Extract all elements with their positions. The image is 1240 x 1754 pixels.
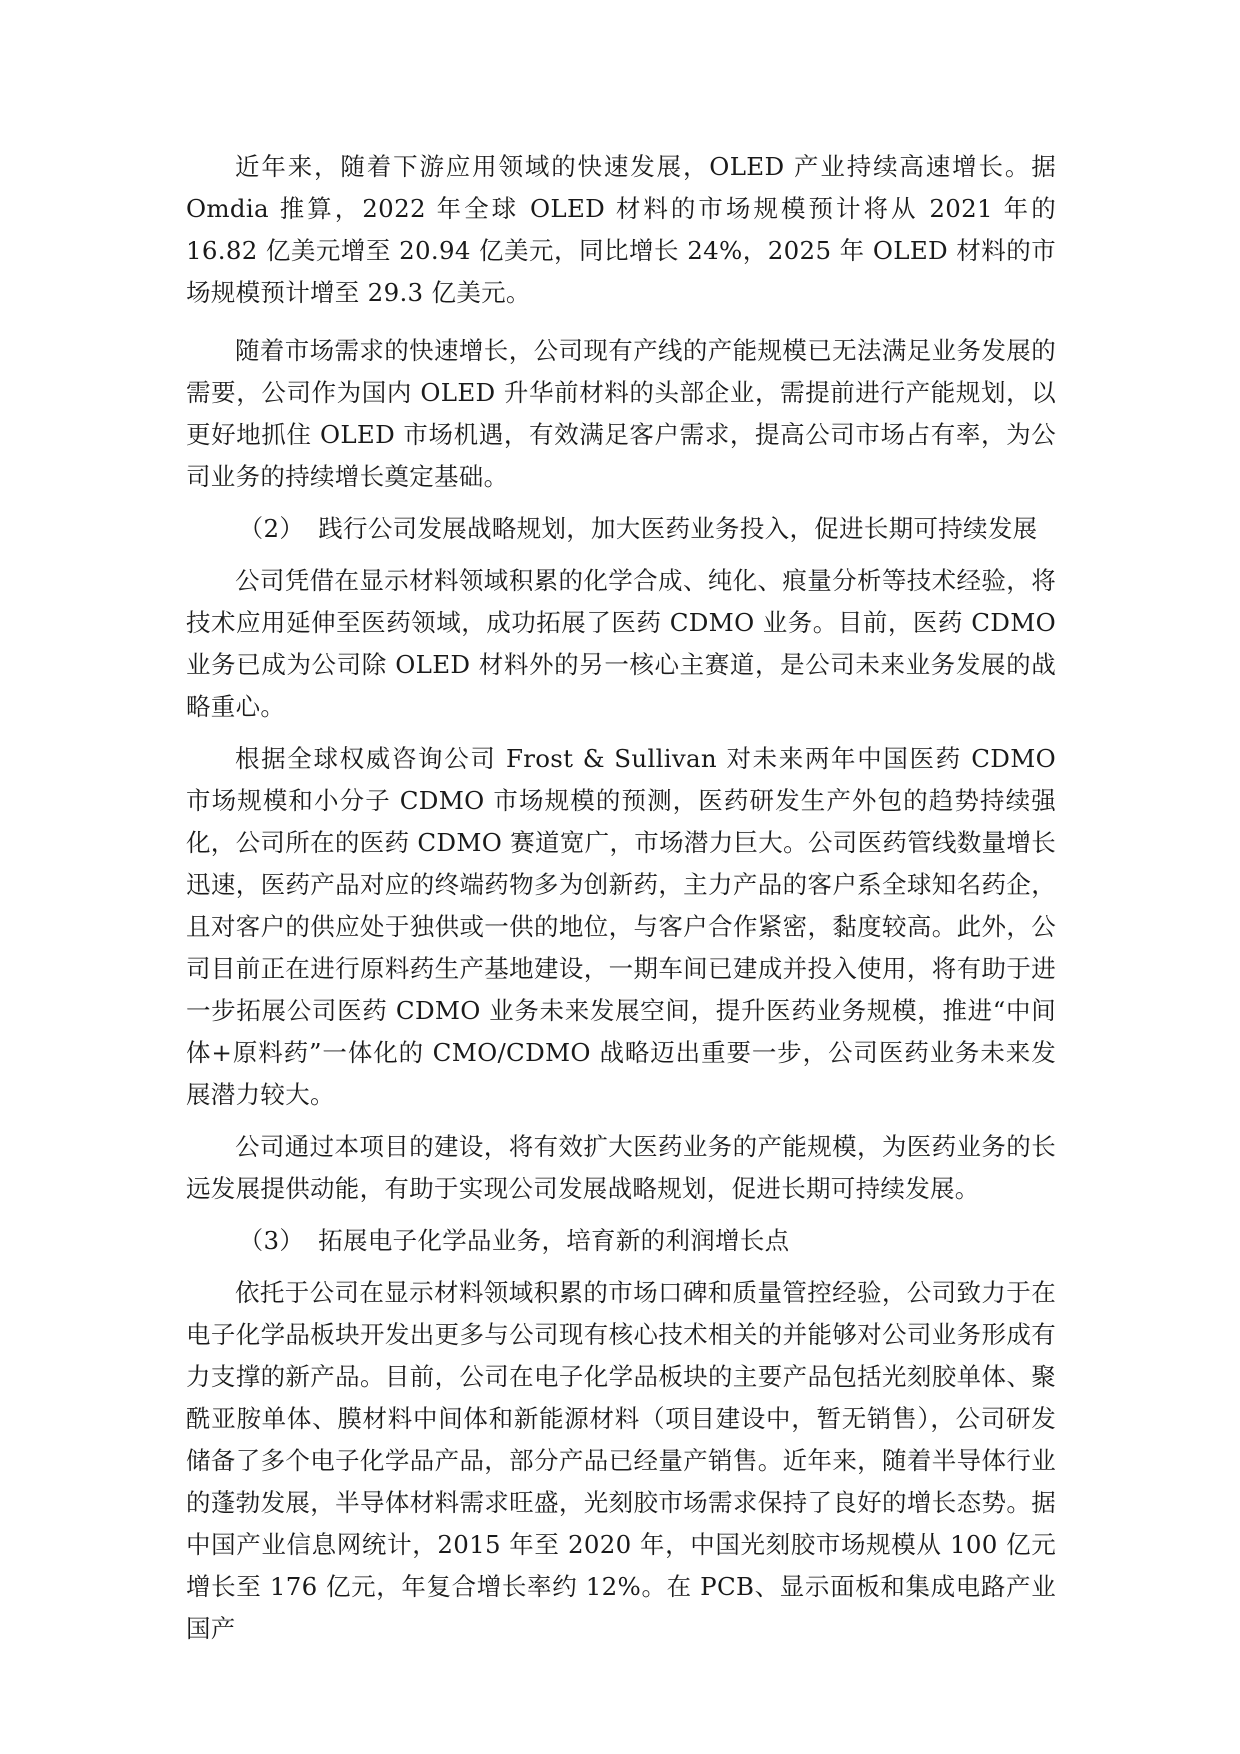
paragraph-electronic-chemicals: 依托于公司在显示材料领域积累的市场口碑和质量管控经验，公司致力于在电子化学品板块开发出更多与公司现有核心技术相关的并能够对公司业务形成有力支撑的新产品。目前，公司在电子化学品板块的主要产品包括光刻胶单体、聚酰亚胺单体、膜材料中间体和新能源材料（项目建设中，暂无销售），公司研发储备了多个电子化学品产品，部分产品已经量产销售。近年来，随着半导体行业的蓬勃发展，半导体材料需求旺盛，光刻胶市场需求保持了良好的增长态势。据中国产业信息网统计，2015 年至 2020 年，中国光刻胶市场规模从 100 亿元增长至 176 亿元，年复合增长率约 12%。在 PCB、显示面板和集成电路产业国产 (186, 1278, 1056, 1643)
section-heading-2: （2） 践行公司发展战略规划，加大医药业务投入，促进长期可持续发展 (238, 514, 1038, 543)
paragraph-oled-market: 近年来，随着下游应用领域的快速发展，OLED 产业持续高速增长。据 Omdia 推算，2022 年全球 OLED 材料的市场规模预计将从 2021 年的 16.82 亿美元增至 20.94 亿美元，同比增长 24%，2025 年 OLED 材料的市场规模预计增至 29.3 亿美元。 (186, 152, 1056, 307)
paragraph-cdmo-market: 根据全球权威咨询公司 Frost & Sullivan 对未来两年中国医药 CDMO 市场规模和小分子 CDMO 市场规模的预测，医药研发生产外包的趋势持续强化，公司所在的医药 CDMO 赛道宽广，市场潜力巨大。公司医药管线数量增长迅速，医药产品对应的终端药物多为创新药，主力产品的客户系全球知名药企，且对客户的供应处于独供或一供的地位，与客户合作紧密，黏度较高。此外，公司目前正在进行原料药生产基地建设，一期车间已建成并投入使用，将有助于进一步拓展公司医药 CDMO 业务未来发展空间，提升医药业务规模，推进“中间体+原料药”一体化的 CMO/CDMO 战略迈出重要一步，公司医药业务未来发展潜力较大。 (186, 744, 1056, 1109)
paragraph-capacity-planning: 随着市场需求的快速增长，公司现有产线的产能规模已无法满足业务发展的需要，公司作为国内 OLED 升华前材料的头部企业，需提前进行产能规划，以更好地抓住 OLED 市场机遇，有效满足客户需求，提高公司市场占有率，为公司业务的持续增长奠定基础。 (186, 336, 1056, 491)
document-page (186, 146, 1056, 1650)
paragraph-project-purpose: 公司通过本项目的建设，将有效扩大医药业务的产能规模，为医药业务的长远发展提供动能，有助于实现公司发展战略规划，促进长期可持续发展。 (186, 1132, 1056, 1203)
section-heading-3: （3） 拓展电子化学品业务，培育新的利润增长点 (238, 1226, 790, 1255)
paragraph-cdmo-business: 公司凭借在显示材料领域积累的化学合成、纯化、痕量分析等技术经验，将技术应用延伸至医药领域，成功拓展了医药 CDMO 业务。目前，医药 CDMO 业务已成为公司除 OLED 材料外的另一核心主赛道，是公司未来业务发展的战略重心。 (186, 566, 1056, 721)
